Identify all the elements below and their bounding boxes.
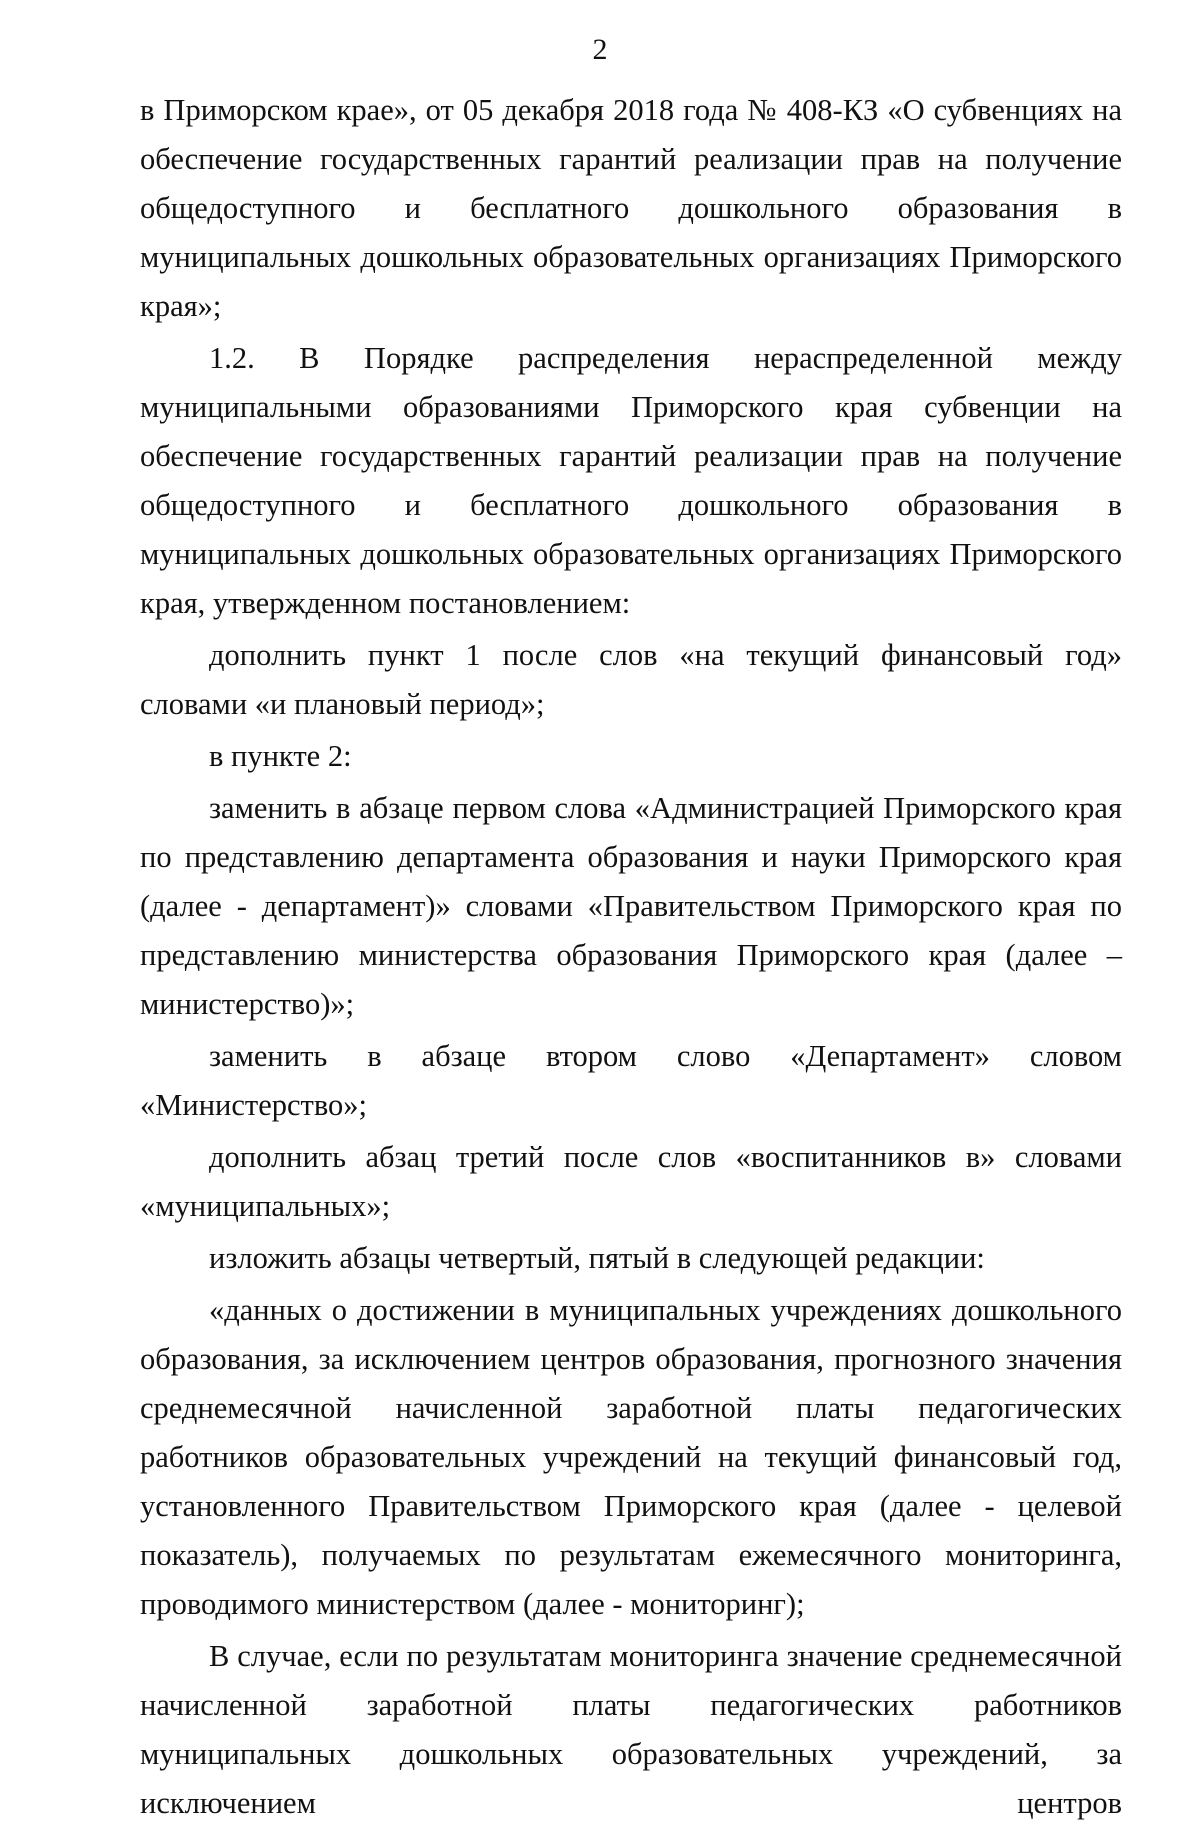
paragraph-monitoring-case: В случае, если по результатам мониторинга значение среднемесячной начисленной заработной платы педагогических работников муниципальных дошкольных образовательных учреждений, за исключением центров — [140, 1639, 1122, 1820]
paragraph-law-reference: в Приморском крае», от 05 декабря 2018 года № 408-КЗ «О субвенциях на обеспечение государственных гарантий реализации прав на получение общедоступного и бесплатного дошкольного образования в муниципальных дошкольных образовательных организациях Приморского края»; — [140, 93, 1122, 323]
page-number: 2 — [592, 33, 608, 66]
paragraph-replace-second-abzac: заменить в абзаце втором слово «Департамент» словом «Министерство»; — [140, 1039, 1122, 1122]
paragraph-amend-third-abzac: дополнить абзац третий после слов «воспитанников в» словами «муниципальных»; — [140, 1140, 1122, 1223]
document-body — [140, 86, 1122, 1828]
paragraph-amend-point-1: дополнить пункт 1 после слов «на текущий финансовый год» словами «и плановый период»; — [140, 638, 1122, 721]
paragraph-in-point-2: в пункте 2: — [209, 739, 352, 773]
paragraph-restate-abzacs: изложить абзацы четвертый, пятый в следующей редакции: — [209, 1241, 985, 1275]
paragraph-replace-first-abzac: заменить в абзаце первом слова «Администрацией Приморского края по представлению департамента образования и науки Приморского края (далее - департамент)» словами «Правительством Приморского края по представлению министерства образования Приморского края (далее – министерство)»; — [140, 791, 1122, 1021]
paragraph-item-1-2: 1.2. В Порядке распределения нераспределенной между муниципальными образованиями Приморского края субвенции на обеспечение государственных гарантий реализации прав на получение общедоступного и бесплатного дошкольного образования в муниципальных дошкольных образовательных организациях Приморского края, утвержденном постановлением: — [140, 341, 1122, 620]
paragraph-quoted-data-clause: «данных о достижении в муниципальных учреждениях дошкольного образования, за исключением центров образования, прогнозного значения среднемесячной начисленной заработной платы педагогических работников образовательных учреждений на текущий финансовый год, установленного Правительством Приморского края (далее - целевой показатель), получаемых по результатам ежемесячного мониторинга, проводимого министерством (далее - мониторинг); — [140, 1293, 1122, 1621]
